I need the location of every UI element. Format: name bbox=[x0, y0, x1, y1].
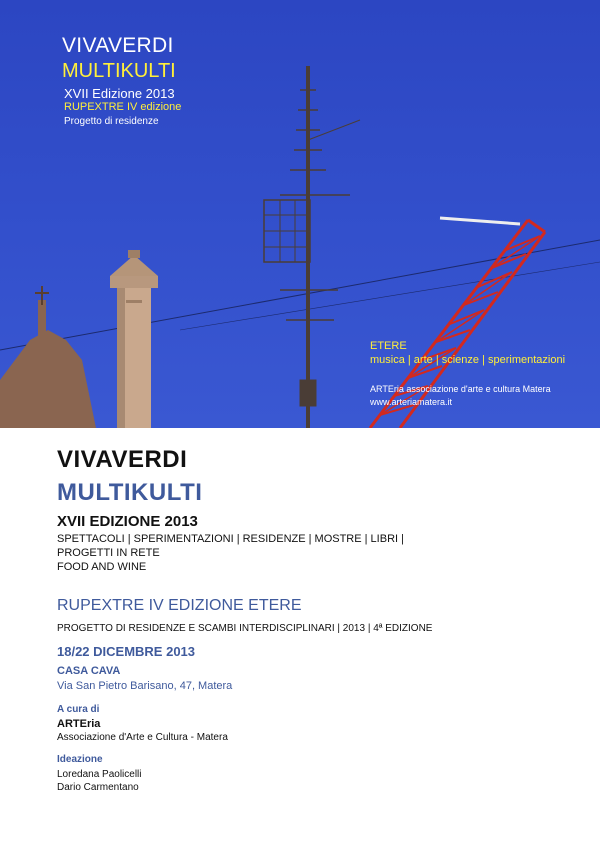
crane-light bbox=[440, 218, 520, 224]
curated-name: ARTEria bbox=[57, 718, 101, 730]
church-building bbox=[0, 286, 96, 428]
category-line: PROGETTI IN RETE bbox=[57, 547, 160, 559]
ideation-person: Loredana Paolicelli bbox=[57, 769, 142, 780]
curated-description: Associazione d'Arte e Cultura - Matera bbox=[57, 732, 228, 743]
etere-disciplines: musica | arte | scienze | sperimentazioni bbox=[370, 354, 566, 366]
main-edition: XVII EDIZIONE 2013 bbox=[57, 513, 198, 530]
ideation-person: Dario Carmentano bbox=[57, 782, 139, 793]
chimney-tower bbox=[110, 250, 158, 428]
event-dates: 18/22 DICEMBRE 2013 bbox=[57, 644, 196, 659]
etere-label: ETERE bbox=[370, 340, 407, 352]
ideation-label: Ideazione bbox=[57, 754, 103, 765]
project-line: PROGETTO DI RESIDENZE E SCAMBI INTERDISCIPLINARI | 2013 | 4ª EDIZIONE bbox=[57, 623, 433, 634]
arteria-website: www.arteriamatera.it bbox=[370, 397, 453, 407]
category-line: FOOD AND WINE bbox=[57, 561, 147, 573]
hero-residenze: Progetto di residenze bbox=[64, 116, 159, 127]
category-list bbox=[57, 532, 404, 574]
hero-title: VIVAVERDI bbox=[62, 34, 174, 57]
arteria-association: ARTEria associazione d'arte e cultura Matera bbox=[370, 384, 551, 394]
venue-name: CASA CAVA bbox=[57, 665, 121, 677]
antenna-mast bbox=[264, 66, 360, 428]
main-subtitle: MULTIKULTI bbox=[57, 479, 203, 506]
category-line: SPETTACOLI | SPERIMENTAZIONI | RESIDENZE | MOSTRE | LIBRI | bbox=[57, 533, 404, 545]
main-title: VIVAVERDI bbox=[57, 446, 188, 473]
overhead-cable-2 bbox=[180, 262, 600, 330]
venue-address: Via San Pietro Barisano, 47, Matera bbox=[57, 680, 233, 692]
curated-label: A cura di bbox=[57, 704, 100, 715]
hero-subtitle: MULTIKULTI bbox=[62, 60, 176, 82]
rupextre-heading: RUPEXTRE IV EDIZIONE ETERE bbox=[57, 597, 302, 614]
hero-rupextre: RUPEXTRE IV edizione bbox=[64, 101, 182, 113]
hero-edition: XVII Edizione 2013 bbox=[64, 86, 175, 101]
ideation-names bbox=[57, 768, 142, 794]
